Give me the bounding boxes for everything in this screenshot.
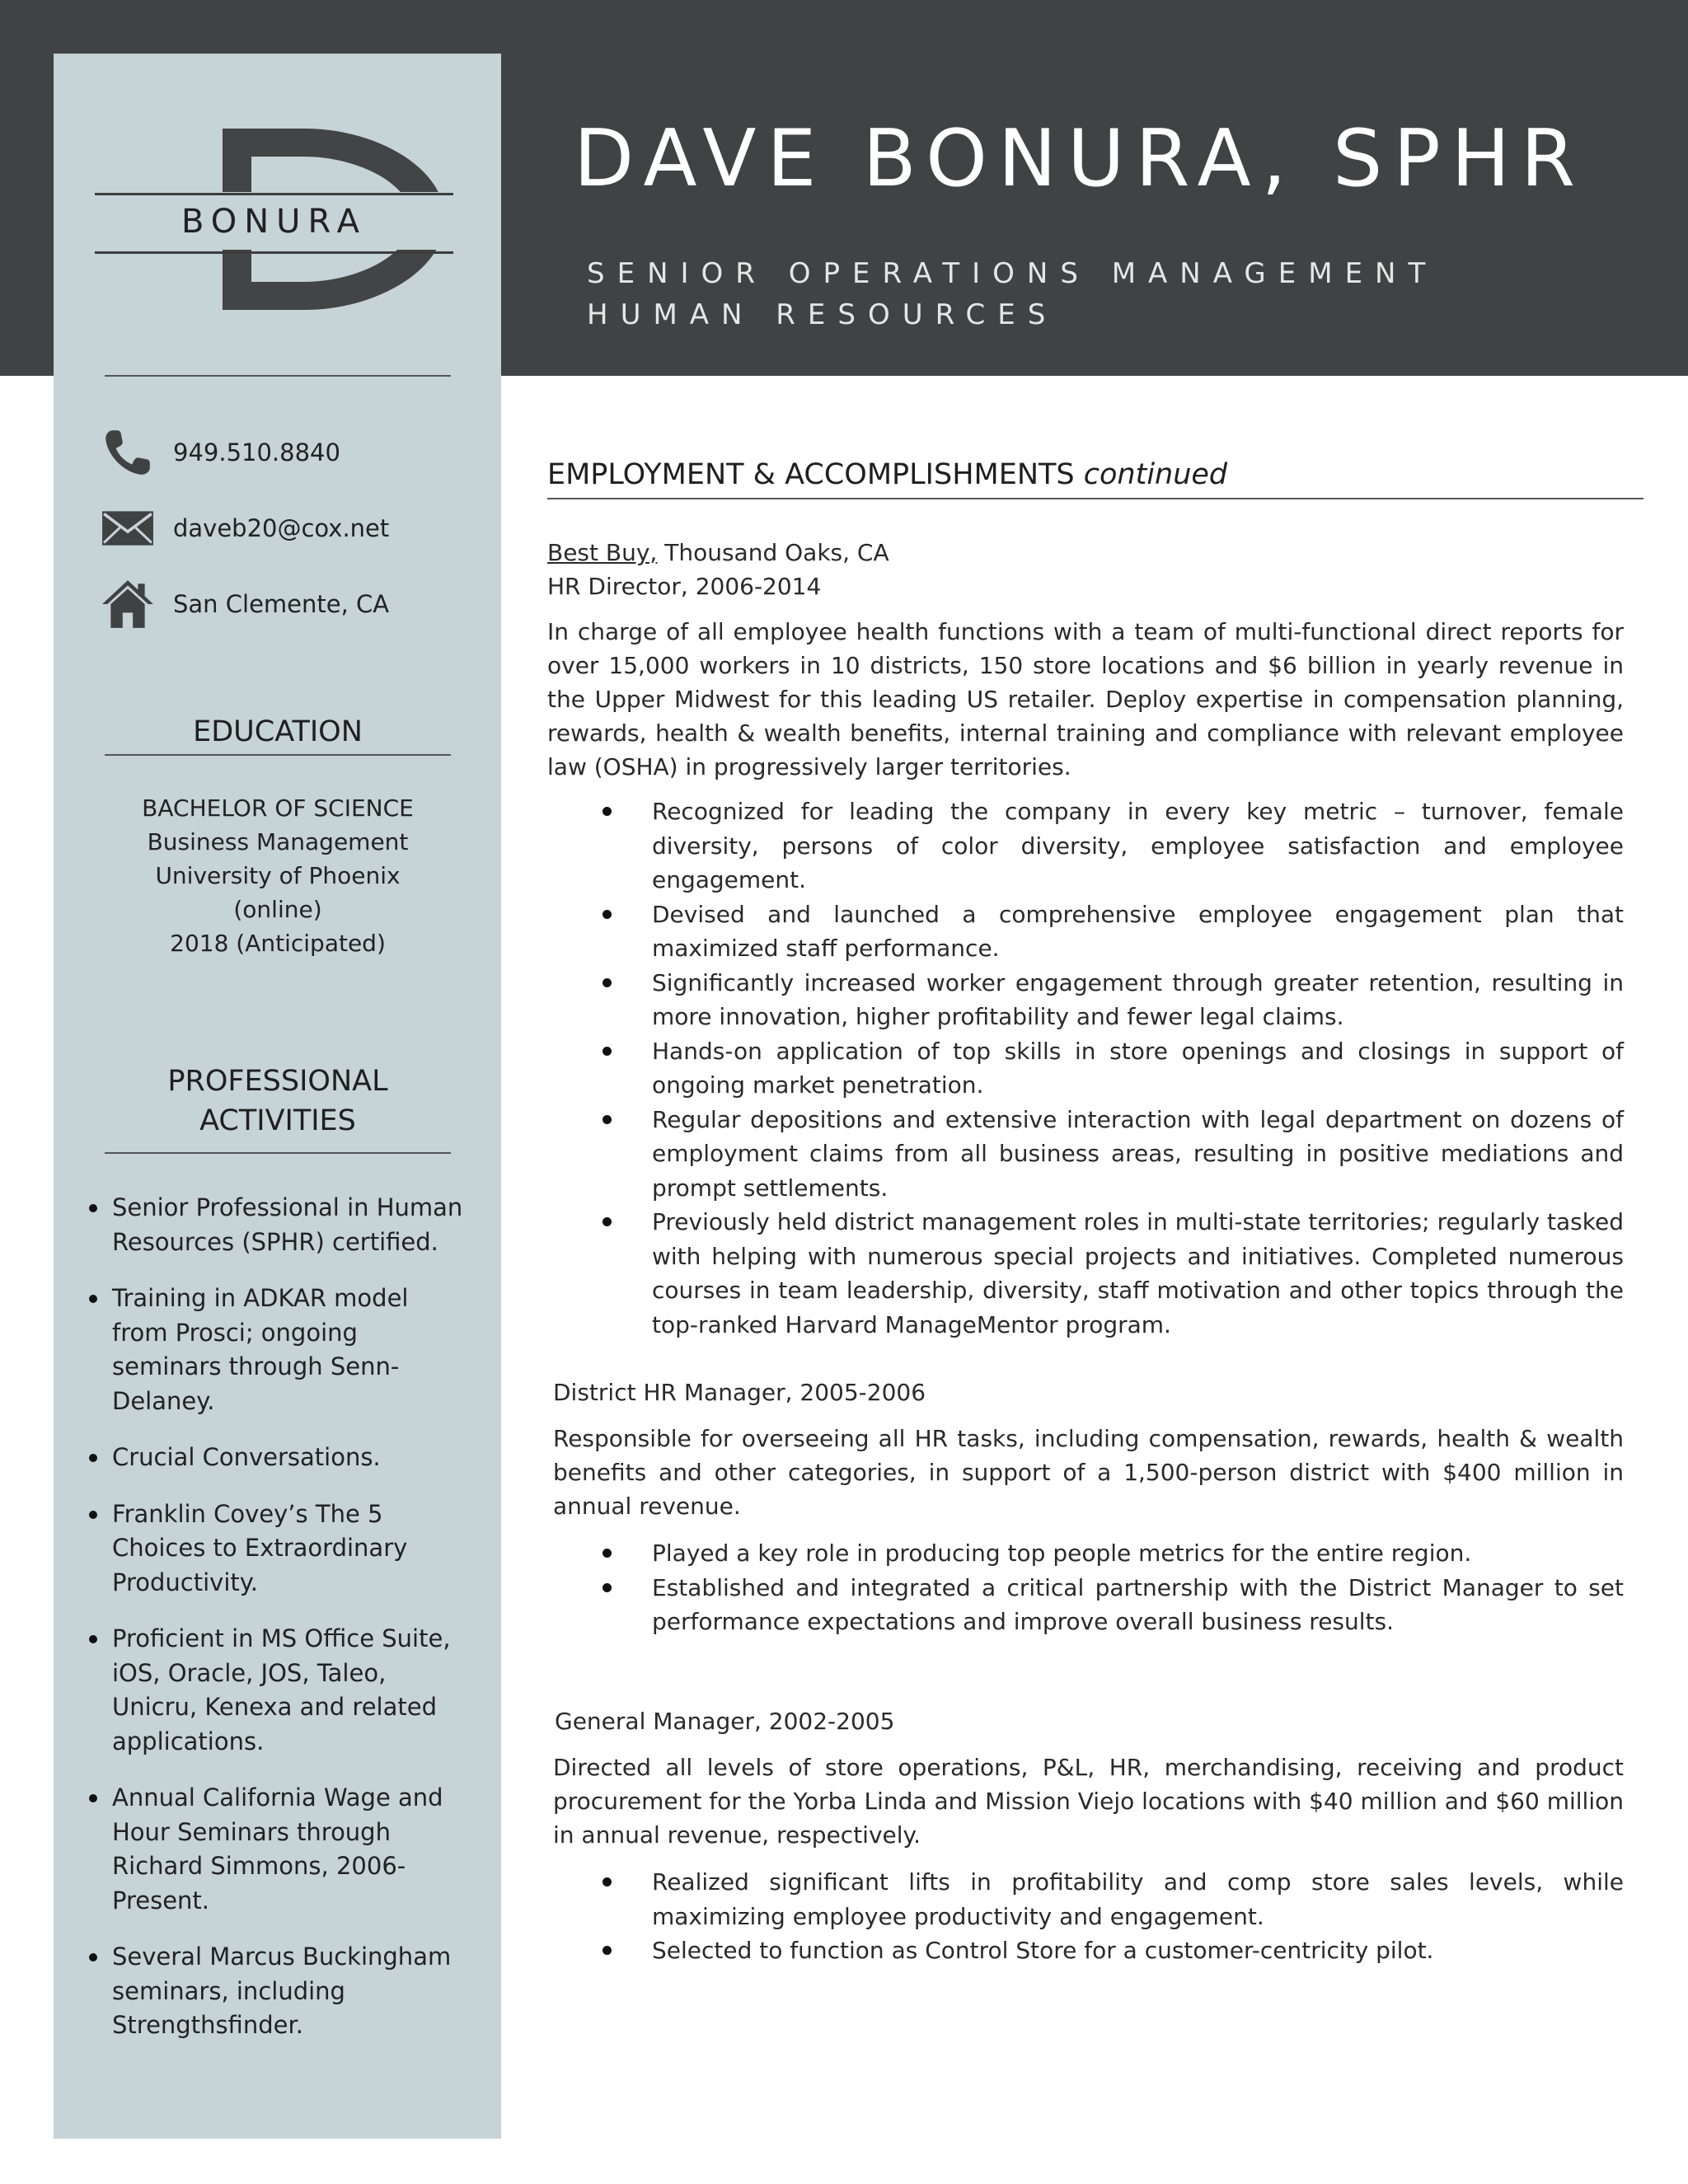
house-icon [101, 577, 155, 631]
university: University of Phoenix [155, 862, 401, 889]
employment-heading-text: EMPLOYMENT & ACCOMPLISHMENTS [547, 458, 1075, 491]
activities-heading-line-1: PROFESSIONAL [167, 1065, 388, 1098]
phone-number[interactable]: 949.510.8840 [173, 438, 340, 466]
subtitle-line-1: SENIOR OPERATIONS MANAGEMENT [587, 257, 1438, 290]
activities-divider [105, 1152, 451, 1154]
education-heading: EDUCATION [193, 715, 363, 748]
subtitle-line-2: HUMAN RESOURCES [587, 298, 1058, 331]
job-bullets [597, 1865, 1624, 1968]
list-item: Played a key role in producing top people metrics for the entire region. [597, 1536, 1624, 1571]
contact-location [101, 577, 389, 631]
education-divider [105, 754, 451, 756]
list-item: Recognized for leading the company in every key metric – turnover, female diversity, persons of color diversity, employee satisfaction and employee engagement. [597, 794, 1624, 898]
email-address[interactable]: daveb20@cox.net [173, 514, 390, 542]
list-item: Devised and launched a comprehensive employee engagement plan that maximized staff performance. [597, 898, 1624, 966]
monogram-word: BONURA [181, 203, 367, 241]
contact-phone [101, 425, 340, 480]
sidebar-divider [105, 375, 451, 377]
list-item: Crucial Conversations. [84, 1441, 471, 1475]
job-summary: Directed all levels of store operations, P&L, HR, merchandising, receiving and product procurement for the Yorba Linda and Mission Viejo locations with $40 million and $60 million in annual revenue, respectively. [553, 1754, 1624, 1849]
phone-icon [101, 425, 155, 480]
company-location: Thousand Oaks, CA [664, 539, 889, 566]
list-item: Significantly increased worker engagement through greater retention, resulting in more innovation, higher profitability and fewer legal claims. [597, 966, 1624, 1034]
job-bullets [597, 794, 1624, 1342]
location: San Clemente, CA [173, 590, 390, 618]
list-item: Proficient in MS Office Suite, iOS, Oracle, JOS, Taleo, Unicru, Kenexa and related applications. [84, 1622, 471, 1759]
contact-email [101, 501, 389, 555]
candidate-name: DAVE BONURA, SPHR [574, 114, 1587, 204]
monogram-top-line [95, 193, 453, 195]
job-title: HR Director, 2006-2014 [547, 573, 822, 600]
education-details [105, 791, 451, 960]
list-item: Franklin Covey’s The 5 Choices to Extraordinary Productivity. [84, 1497, 471, 1601]
major: Business Management [147, 828, 409, 855]
employment-heading [547, 458, 1227, 491]
list-item: Previously held district management roles in multi-state territories; regularly tasked with helping with numerous special projects and initiatives. Completed numerous courses in team leadership, diversity, staff motivation and other topics through the top-ranked Harvard ManageMentor program. [597, 1205, 1624, 1342]
study-mode: (online) [233, 896, 322, 923]
job-summary: In charge of all employee health functions with a team of multi-functional direct reports for over 15,000 workers in 10 districts, 150 store locations and $6 billion in yearly revenue in the Upper Midwest for this leading US retailer. Deploy expertise in compensation planning, rewards, health & wealth benefits, internal training and compliance with relevant employee law (OSHA) in progressively larger territories. [547, 618, 1624, 780]
list-item: Several Marcus Buckingham seminars, including Strengthsfinder. [84, 1940, 471, 2043]
list-item: Established and integrated a critical partnership with the District Manager to set performance expectations and improve overall business results. [597, 1571, 1624, 1639]
list-item: Hands-on application of top skills in store openings and closings in support of ongoing market penetration. [597, 1034, 1624, 1103]
list-item: Selected to function as Control Store for a customer-centricity pilot. [597, 1933, 1624, 1968]
envelope-icon [101, 501, 155, 555]
job-bullets [597, 1536, 1624, 1639]
monogram-logo [95, 122, 453, 316]
list-item: Senior Professional in Human Resources (SPHR) certified. [84, 1191, 471, 1259]
company-name: Best Buy, [547, 539, 658, 566]
job-title: General Manager, 2002-2005 [555, 1708, 895, 1735]
list-item: Training in ADKAR model from Prosci; ongoing seminars through Senn-Delaney. [84, 1282, 471, 1418]
graduation-year: 2018 (Anticipated) [170, 930, 386, 957]
list-item: Annual California Wage and Hour Seminars through Richard Simmons, 2006-Present. [84, 1781, 471, 1918]
degree: BACHELOR OF SCIENCE [142, 794, 414, 822]
employment-heading-continued: continued [1083, 458, 1228, 491]
monogram-bottom-line [95, 251, 453, 254]
employment-divider [547, 498, 1643, 499]
activities-heading [105, 1062, 451, 1141]
activities-list [84, 1191, 471, 2065]
activities-heading-line-2: ACTIVITIES [199, 1104, 356, 1137]
job-title: District HR Manager, 2005-2006 [553, 1379, 926, 1406]
job-summary: Responsible for overseeing all HR tasks, including compensation, rewards, health & wealth benefits and other categories, in support of a 1,500-person district with $400 million in annual revenue. [553, 1425, 1624, 1520]
list-item: Realized significant lifts in profitability and comp store sales levels, while maximizing employee productivity and engagement. [597, 1865, 1624, 1933]
company-line [547, 539, 889, 566]
list-item: Regular depositions and extensive interaction with legal department on dozens of employment claims from all business areas, resulting in positive mediations and prompt settlements. [597, 1103, 1624, 1206]
